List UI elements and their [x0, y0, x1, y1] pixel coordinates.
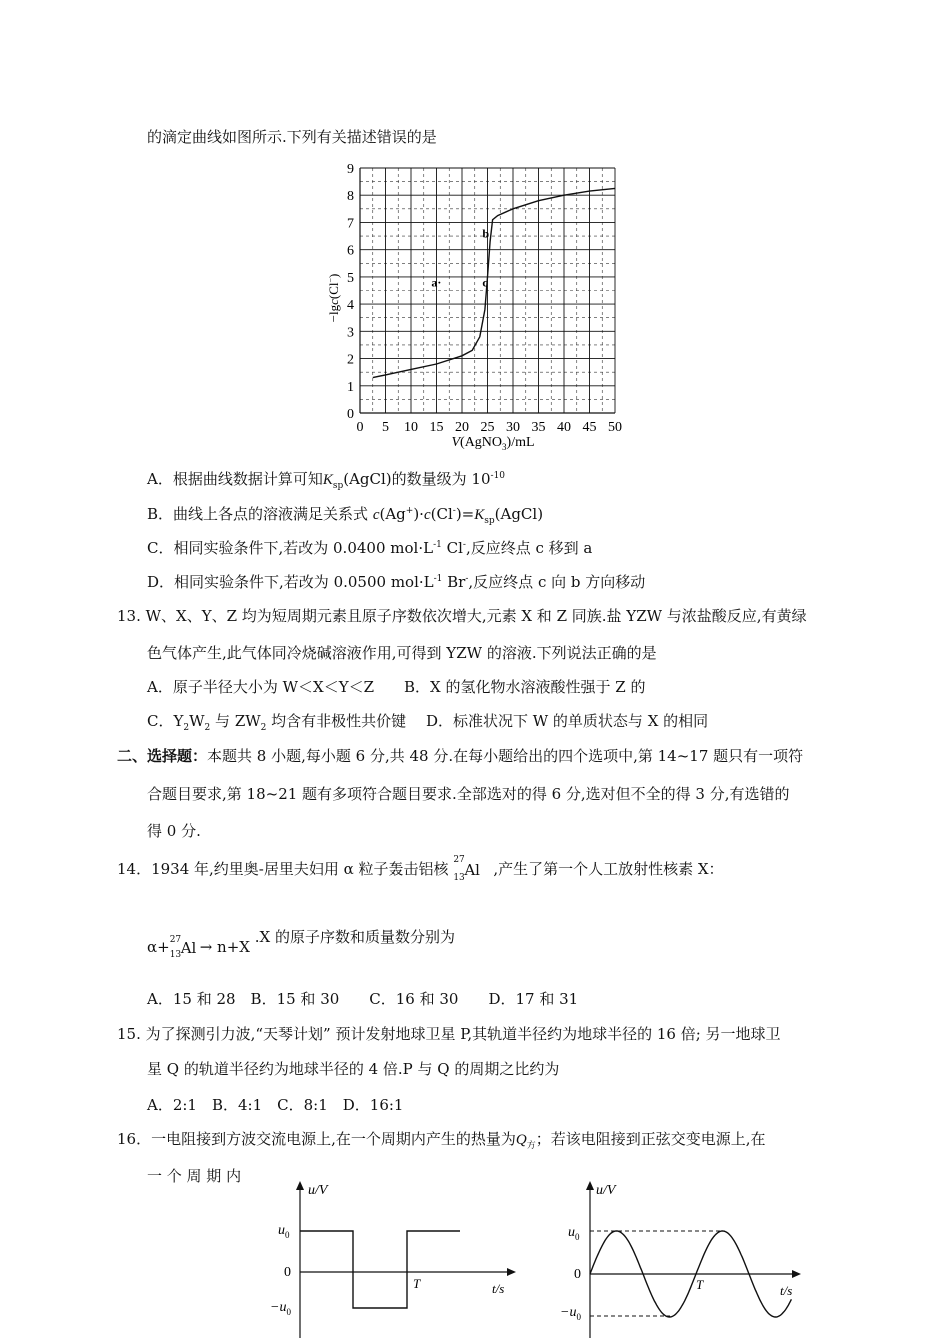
x-tick-label: 25	[480, 420, 495, 435]
q15-stem-line1: 15. 为了探测引力波,“天琴计划” 预计发射地球卫星 P,其轨道半径约为地球半径的 16 倍; 另一地球卫	[117, 1025, 781, 1043]
q12-option-c: C．相同实验条件下,若改为 0.0400 $mol\cdot L^{-1}$ Cl-,反应终点 c 移到 a	[147, 539, 593, 557]
q16-stem-line2: 一 个 周 期 内	[147, 1167, 242, 1185]
aluminum-nuclide-equation: 27 13 Al	[169, 935, 197, 960]
sine-wave-graph	[560, 1178, 810, 1344]
section2-line3: 得 0 分.	[147, 822, 201, 840]
y-tick-label: 9	[347, 162, 354, 177]
y-tick-label: 6	[347, 243, 354, 259]
t-axis-label: t/s	[780, 1283, 793, 1298]
point-label-b: b	[482, 226, 490, 241]
aluminum-nuclide: 27 13 Al	[453, 855, 480, 883]
y-tick-label: 5	[347, 270, 354, 286]
q14-stem: 14．1934 年,约里奥-居里夫妇用 α 粒子轰击铝核 27 13 Al ,产生了第一个人工放射性核素 X：	[117, 855, 724, 883]
x-tick-label: 5	[382, 420, 389, 435]
q12-option-d: D．相同实验条件下,若改为 0.0500 $mol\cdot L^{-1}$ Br-,反应终点 c 向 b 方向移动	[147, 573, 646, 591]
chart-ticks	[347, 162, 622, 435]
neg-u0-label: $-u_0$	[560, 1305, 581, 1322]
point-label-c: c	[482, 275, 488, 290]
x-tick-label: 15	[429, 420, 444, 435]
q13-options-ab: A．原子半径大小为 W＜X＜Y＜Z B．X 的氢化物水溶液酸性强于 Z 的	[147, 678, 646, 696]
neg-u0-label: $-u_0$	[270, 1300, 291, 1317]
point-label-a: a·	[431, 275, 442, 290]
x-tick-label: 20	[455, 420, 469, 435]
T-label: T	[413, 1276, 421, 1291]
u-axis-label: u/V	[596, 1183, 616, 1198]
q16-stem-line1: 16．一电阻接到方波交流电源上,在一个周期内产生的热量为$Q_方$；若该电阻接到正弦交变电源上,在	[117, 1130, 766, 1151]
t-axis-label: t/s	[492, 1281, 505, 1296]
y-tick-label: 8	[347, 189, 354, 205]
q13-stem-line1: 13. W、X、Y、Z 均为短周期元素且原子序数依次增大,元素 X 和 Z 同族.盐 YZW 与浓盐酸反应,有黄绿	[117, 607, 807, 625]
q13-options-cd: C．$Y_2W_2$ 与 $ZW_2$ 均含有非极性共价键 D．标准状况下 W 的单质状态与 X 的相同	[147, 712, 709, 733]
q12-option-b: B．曲线上各点的溶液满足关系式 $c(Ag^+)\cdot c(Cl^-)=K_{sp}(AgCl)$	[147, 505, 544, 526]
y-tick-label: 0	[347, 407, 354, 422]
question-continuation: 的滴定曲线如图所示.下列有关描述错误的是	[147, 128, 437, 146]
y-axis-label: −lgc(Cl−)	[326, 273, 341, 323]
section2-header: 二、选择题：本题共 8 小题,每小题 6 分,共 48 分.在每小题给出的四个选项中,第 14~17 题只有一项符	[117, 747, 804, 765]
q14-options: A．15 和 28 B．15 和 30 C．16 和 30 D．17 和 31	[147, 990, 579, 1008]
u-axis-label: u/V	[308, 1183, 328, 1198]
u0-label: $u_0$	[278, 1223, 290, 1240]
y-tick-label: 1	[347, 379, 354, 395]
q15-options: A．2:1 B．4:1 C．8:1 D．16:1	[147, 1096, 404, 1114]
y-tick-label: 2	[347, 352, 354, 368]
chart-grid	[360, 168, 615, 413]
x-tick-label: 30	[506, 420, 520, 435]
y-tick-label: 4	[347, 298, 354, 314]
u0-label: $u_0$	[568, 1225, 580, 1242]
x-tick-label: 50	[608, 420, 622, 435]
x-tick-label: 40	[557, 420, 571, 435]
titration-curve	[373, 188, 615, 377]
zero-label: 0	[284, 1265, 291, 1280]
q14-equation: α+ 27 13 Al → n+X .X 的原子序数和质量数分别为	[147, 932, 455, 963]
q15-stem-line2: 星 Q 的轨道半径约为地球半径的 4 倍.P 与 Q 的周期之比约为	[147, 1060, 560, 1078]
x-tick-label: 0	[356, 420, 364, 435]
x-axis-label: V(AgNO$_3$)/mL	[451, 435, 535, 452]
y-tick-label: 3	[347, 325, 354, 341]
q13-stem-line2: 色气体产生,此气体同冷烧碱溶液作用,可得到 YZW 的溶液.下列说法正确的是	[147, 644, 657, 662]
square-wave-graph	[270, 1178, 520, 1344]
T-label: T	[696, 1277, 704, 1292]
x-tick-label: 10	[404, 420, 418, 435]
y-tick-label: 7	[347, 216, 354, 232]
zero-label: 0	[574, 1267, 581, 1282]
x-tick-label: 45	[582, 420, 597, 435]
x-tick-label: 35	[531, 420, 546, 435]
q12-option-a: A．根据曲线数据计算可知$K_{sp}(AgCl)$的数量级为 $10^{-10}$	[147, 470, 506, 491]
titration-chart	[320, 158, 630, 458]
section2-line2: 合题目要求,第 18~21 题有多项符合题目要求.全部选对的得 6 分,选对但不全的得 3 分,有选错的	[147, 785, 790, 803]
